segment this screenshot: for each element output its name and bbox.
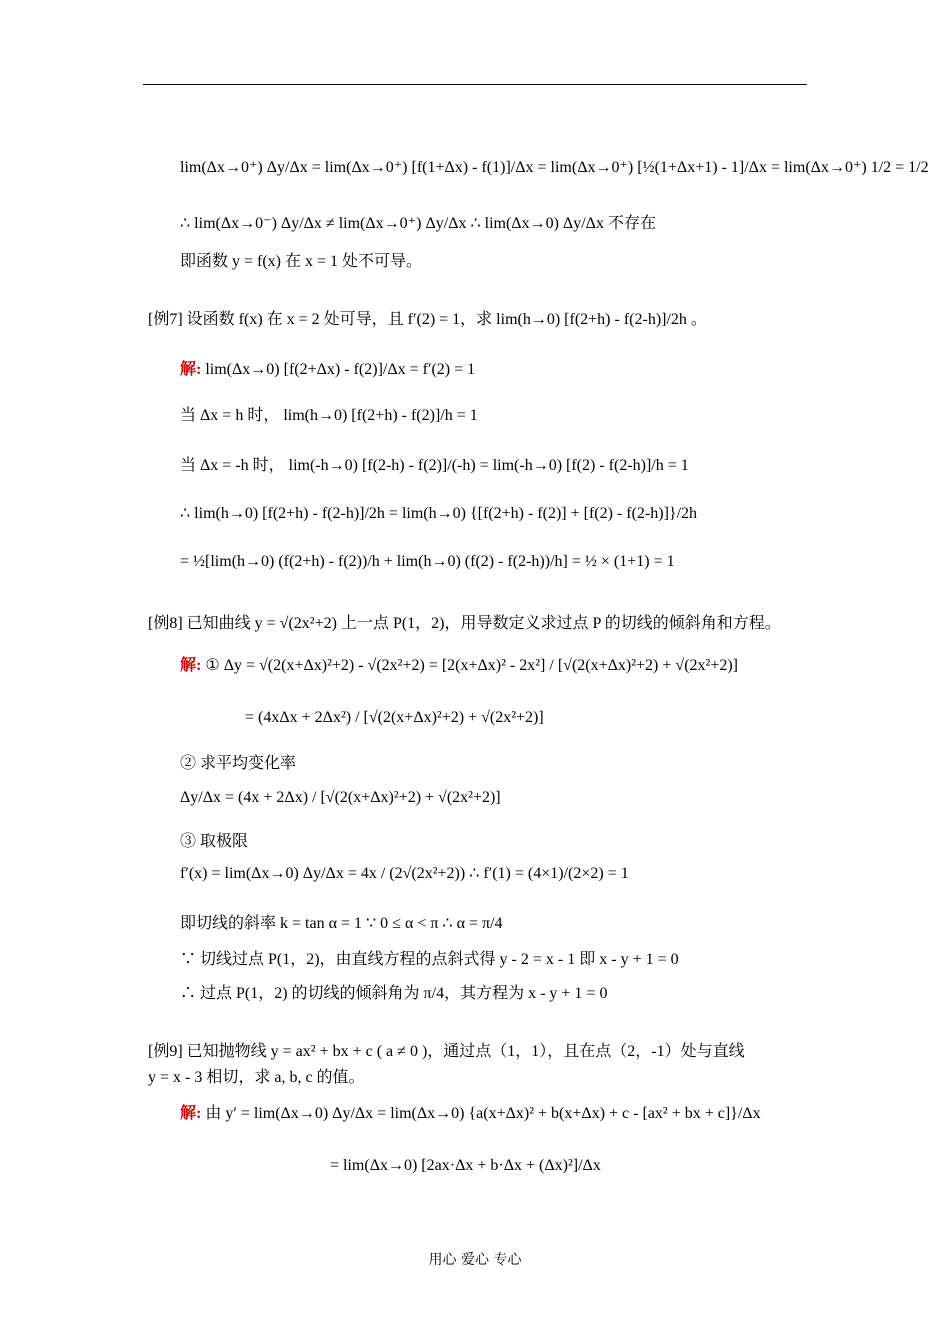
line-23: = lim(Δx→0) [2ax·Δx + b·Δx + (Δx)²]/Δx (330, 1157, 601, 1174)
line-15: ③ 取极限 (180, 833, 249, 850)
line-14: Δy/Δx = (4x + 2Δx) / [√(2(x+Δx)²+2) + √(2x²+2)] (180, 789, 501, 806)
solution-label: 解: (180, 657, 202, 674)
line-2: ∴ lim(Δx→0⁻) Δy/Δx ≠ lim(Δx→0⁺) Δy/Δx ∴ lim(Δx→0) Δy/Δx 不存在 (180, 215, 656, 232)
example-7-solution (180, 360, 475, 380)
line-7: 当 Δx = -h 时， lim(-h→0) [f(2-h) - f(2)]/(-h) = lim(-h→0) [f(2) - f(2-h)]/h = 1 (180, 457, 689, 474)
line-18: ∵ 切线过点 P(1，2)，由直线方程的点斜式得 y - 2 = x - 1 即 x - y + 1 = 0 (180, 951, 679, 968)
line-1: lim(Δx→0⁺) Δy/Δx = lim(Δx→0⁺) [f(1+Δx) - f(1)]/Δx = lim(Δx→0⁺) [½(1+Δx+1) - 1]/Δx = lim(Δx→0⁺) 1/2 = 1/2 (180, 159, 929, 176)
solution-label: 解: (180, 361, 202, 378)
line-text: ① Δy = √(2(x+Δx)²+2) - √(2x²+2) = [2(x+Δx)² - 2x²] / [√(2(x+Δx)²+2) + √(2x²+2)] (201, 657, 738, 674)
line-3: 即函数 y = f(x) 在 x = 1 处不可导。 (180, 253, 423, 270)
line-8: ∴ lim(h→0) [f(2+h) - f(2-h)]/2h = lim(h→0) {[f(2+h) - f(2)] + [f(2) - f(2-h)]}/2h (180, 505, 698, 522)
line-6: 当 Δx = h 时， lim(h→0) [f(2+h) - f(2)]/h = 1 (180, 407, 478, 424)
line-12: = (4xΔx + 2Δx²) / [√(2(x+Δx)²+2) + √(2x²+2)] (245, 709, 544, 726)
solution-label: 解: (180, 1105, 202, 1122)
line-13: ② 求平均变化率 (180, 755, 297, 772)
line-19: ∴ 过点 P(1，2) 的切线的倾斜角为 π/4，其方程为 x - y + 1 = 0 (180, 985, 608, 1002)
line-17: 即切线的斜率 k = tan α = 1 ∵ 0 ≤ α < π ∴ α = π/4 (180, 915, 503, 932)
example-7-statement: [例7] 设函数 f(x) 在 x = 2 处可导，且 f′(2) = 1，求 lim(h→0) [f(2+h) - f(2-h)]/2h 。 (148, 311, 707, 328)
header-rule (143, 84, 807, 85)
example-9-statement: [例9] 已知抛物线 y = ax² + bx + c ( a ≠ 0 )，通过点（1，1），且在点（2，-1）处与直线 (148, 1043, 745, 1060)
line-16: f′(x) = lim(Δx→0) Δy/Δx = 4x / (2√(2x²+2)) ∴ f′(1) = (4×1)/(2×2) = 1 (180, 865, 629, 882)
line-text: lim(Δx→0) [f(2+Δx) - f(2)]/Δx = f′(2) = 1 (201, 361, 476, 378)
line-text: 由 y′ = lim(Δx→0) Δy/Δx = lim(Δx→0) {a(x+Δx)² + b(x+Δx) + c - [ax² + bx + c]}/Δx (201, 1105, 761, 1122)
page-footer: 用心 爱心 专心 (428, 1252, 522, 1268)
line-9: = ½[lim(h→0) (f(2+h) - f(2))/h + lim(h→0) (f(2) - f(2-h))/h] = ½ × (1+1) = 1 (180, 553, 675, 570)
example-9-solution (180, 1104, 761, 1124)
example-8-statement: [例8] 已知曲线 y = √(2x²+2) 上一点 P(1，2)，用导数定义求过点 P 的切线的倾斜角和方程。 (148, 615, 781, 632)
line-21: y = x - 3 相切，求 a, b, c 的值。 (148, 1069, 365, 1086)
example-8-solution (180, 656, 738, 676)
